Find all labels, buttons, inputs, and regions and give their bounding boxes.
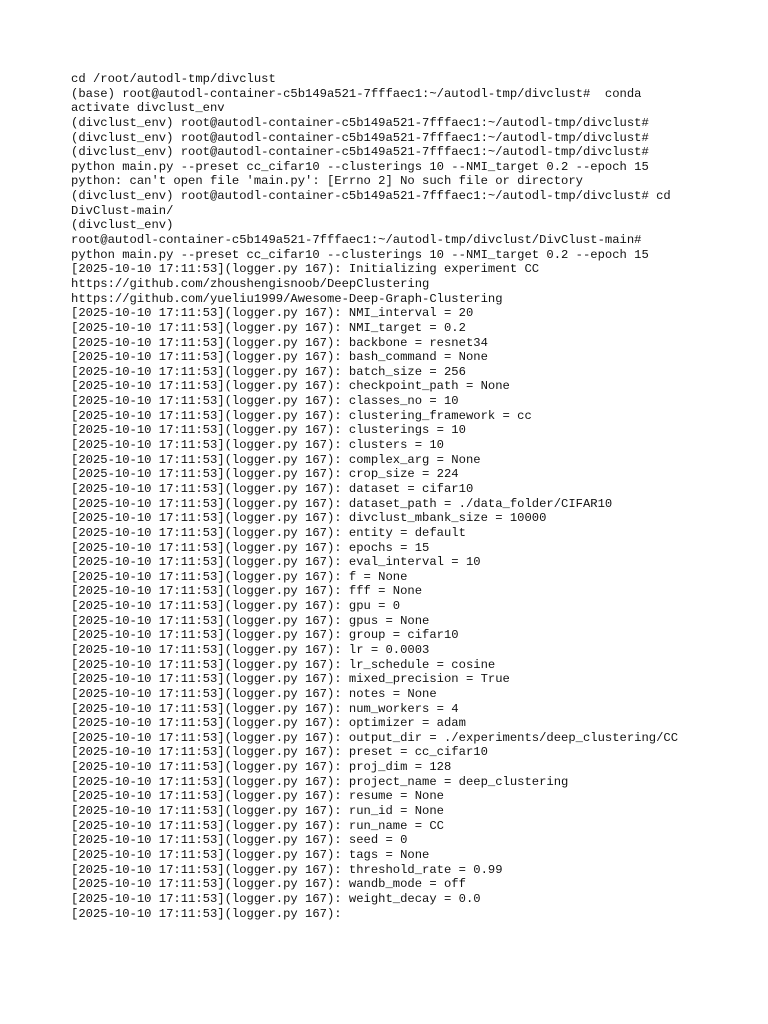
terminal-line: [2025-10-10 17:11:53](logger.py 167): complex_arg = None xyxy=(71,452,481,467)
terminal-line: [2025-10-10 17:11:53](logger.py 167): clusters = 10 xyxy=(71,438,444,453)
terminal-line: [2025-10-10 17:11:53](logger.py 167): mixed_precision = True xyxy=(71,672,510,687)
terminal-line: [2025-10-10 17:11:53](logger.py 167): group = cifar10 xyxy=(71,628,459,643)
terminal-line: [2025-10-10 17:11:53](logger.py 167): dataset_path = ./data_folder/CIFAR10 xyxy=(71,496,613,511)
terminal-line: [2025-10-10 17:11:53](logger.py 167): weight_decay = 0.0 xyxy=(71,891,481,906)
terminal-line: [2025-10-10 17:11:53](logger.py 167): crop_size = 224 xyxy=(71,467,459,482)
terminal-line: [2025-10-10 17:11:53](logger.py 167): preset = cc_cifar10 xyxy=(71,745,488,760)
terminal-line: https://github.com/yueliu1999/Awesome-Deep-Graph-Clustering xyxy=(71,291,503,306)
terminal-line: [2025-10-10 17:11:53](logger.py 167): run_id = None xyxy=(71,804,444,819)
terminal-line: [2025-10-10 17:11:53](logger.py 167): classes_no = 10 xyxy=(71,394,459,409)
terminal-line: [2025-10-10 17:11:53](logger.py 167): run_name = CC xyxy=(71,818,444,833)
terminal-line: [2025-10-10 17:11:53](logger.py 167): bash_command = None xyxy=(71,350,488,365)
terminal-line: [2025-10-10 17:11:53](logger.py 167): lr_schedule = cosine xyxy=(71,657,496,672)
terminal-line: [2025-10-10 17:11:53](logger.py 167): proj_dim = 128 xyxy=(71,760,452,775)
terminal-line: [2025-10-10 17:11:53](logger.py 167): batch_size = 256 xyxy=(71,364,466,379)
terminal-line: python: can't open file 'main.py': [Errno 2] No such file or directory xyxy=(71,174,583,189)
terminal-line: [2025-10-10 17:11:53](logger.py 167): project_name = deep_clustering xyxy=(71,774,569,789)
terminal-line: [2025-10-10 17:11:53](logger.py 167): backbone = resnet34 xyxy=(71,335,488,350)
terminal-line: activate divclust_env xyxy=(71,101,225,116)
terminal-line: [2025-10-10 17:11:53](logger.py 167): epochs = 15 xyxy=(71,540,430,555)
terminal-line: https://github.com/zhoushengisnoob/DeepClustering xyxy=(71,276,430,291)
terminal-line: [2025-10-10 17:11:53](logger.py 167): gpu = 0 xyxy=(71,599,401,614)
terminal-line: python main.py --preset cc_cifar10 --clusterings 10 --NMI_target 0.2 --epoch 15 xyxy=(71,247,649,262)
terminal-line: python main.py --preset cc_cifar10 --clusterings 10 --NMI_target 0.2 --epoch 15 xyxy=(71,159,649,174)
terminal-line: [2025-10-10 17:11:53](logger.py 167): output_dir = ./experiments/deep_clustering/CC xyxy=(71,730,679,745)
terminal-line: [2025-10-10 17:11:53](logger.py 167): lr = 0.0003 xyxy=(71,642,430,657)
terminal-line: [2025-10-10 17:11:53](logger.py 167): divclust_mbank_size = 10000 xyxy=(71,511,547,526)
terminal-line: [2025-10-10 17:11:53](logger.py 167): gpus = None xyxy=(71,613,430,628)
terminal-line: [2025-10-10 17:11:53](logger.py 167): entity = default xyxy=(71,525,466,540)
terminal-line: (divclust_env) root@autodl-container-c5b149a521-7fffaec1:~/autodl-tmp/divclust# xyxy=(71,130,649,145)
terminal-line: (divclust_env) root@autodl-container-c5b149a521-7fffaec1:~/autodl-tmp/divclust# xyxy=(71,115,649,130)
terminal-line: [2025-10-10 17:11:53](logger.py 167): resume = None xyxy=(71,789,444,804)
terminal-line: [2025-10-10 17:11:53](logger.py 167): xyxy=(71,906,342,921)
terminal-line: (divclust_env) root@autodl-container-c5b149a521-7fffaec1:~/autodl-tmp/divclust# xyxy=(71,145,649,160)
terminal-line: [2025-10-10 17:11:53](logger.py 167): clusterings = 10 xyxy=(71,423,466,438)
terminal-line: [2025-10-10 17:11:53](logger.py 167): wandb_mode = off xyxy=(71,877,466,892)
terminal-line: [2025-10-10 17:11:53](logger.py 167): eval_interval = 10 xyxy=(71,555,481,570)
terminal-line: (divclust_env) root@autodl-container-c5b149a521-7fffaec1:~/autodl-tmp/divclust# cd xyxy=(71,189,671,204)
terminal-line: DivClust-main/ xyxy=(71,203,174,218)
terminal-line: [2025-10-10 17:11:53](logger.py 167): checkpoint_path = None xyxy=(71,379,510,394)
terminal-line: [2025-10-10 17:11:53](logger.py 167): f = None xyxy=(71,569,408,584)
terminal-line: (base) root@autodl-container-c5b149a521-7fffaec1:~/autodl-tmp/divclust# conda xyxy=(71,86,642,101)
terminal-line: [2025-10-10 17:11:53](logger.py 167): seed = 0 xyxy=(71,833,408,848)
terminal-line: [2025-10-10 17:11:53](logger.py 167): threshold_rate = 0.99 xyxy=(71,862,503,877)
terminal-output xyxy=(71,72,761,921)
terminal-line: root@autodl-container-c5b149a521-7fffaec1:~/autodl-tmp/divclust/DivClust-main# xyxy=(71,233,642,248)
terminal-line: [2025-10-10 17:11:53](logger.py 167): dataset = cifar10 xyxy=(71,481,474,496)
terminal-line: cd /root/autodl-tmp/divclust xyxy=(71,72,276,86)
terminal-line: [2025-10-10 17:11:53](logger.py 167): clustering_framework = cc xyxy=(71,408,532,423)
terminal-line: (divclust_env) xyxy=(71,218,174,233)
terminal-line: [2025-10-10 17:11:53](logger.py 167): NMI_interval = 20 xyxy=(71,306,474,321)
terminal-line: [2025-10-10 17:11:53](logger.py 167): Initializing experiment CC xyxy=(71,262,540,277)
terminal-line: [2025-10-10 17:11:53](logger.py 167): optimizer = adam xyxy=(71,716,466,731)
terminal-line: [2025-10-10 17:11:53](logger.py 167): fff = None xyxy=(71,584,423,599)
terminal-line: [2025-10-10 17:11:53](logger.py 167): NMI_target = 0.2 xyxy=(71,320,466,335)
terminal-line: [2025-10-10 17:11:53](logger.py 167): num_workers = 4 xyxy=(71,701,459,716)
terminal-line: [2025-10-10 17:11:53](logger.py 167): notes = None xyxy=(71,686,437,701)
terminal-line: [2025-10-10 17:11:53](logger.py 167): tags = None xyxy=(71,847,430,862)
